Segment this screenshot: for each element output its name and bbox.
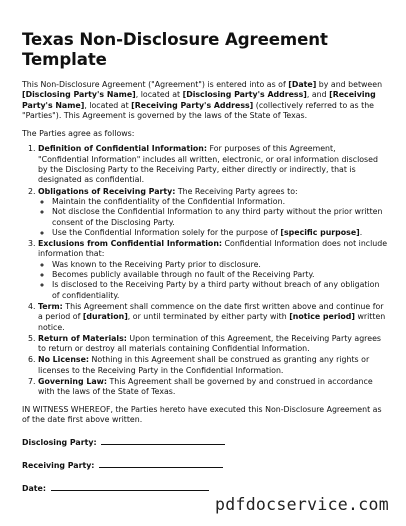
section-exclusions bbox=[38, 239, 388, 301]
receiving-address-placeholder: [Receiving Party's Address] bbox=[131, 100, 254, 110]
list-item: ◦ Becomes publicly available through no fault of the Receiving Party. bbox=[52, 270, 388, 280]
document-page bbox=[22, 30, 388, 494]
list-item bbox=[52, 228, 388, 238]
disclosing-address-placeholder: [Disclosing Party's Address] bbox=[182, 90, 307, 100]
list-item: ◦ Was known to the Receiving Party prior to disclosure. bbox=[52, 260, 388, 270]
agree-statement: The Parties agree as follows: bbox=[22, 129, 135, 139]
section-return bbox=[38, 334, 388, 355]
signature-line[interactable] bbox=[101, 437, 225, 445]
section-text: For purposes of this Agreement, "Confidential Information" includes all written, electronic, or oral information disclosed by the Disclosing Party to the Receiving Party, either directly or indirectly, that is designated as confidential. bbox=[38, 144, 378, 185]
section-title: Governing Law: bbox=[38, 377, 108, 387]
section-definition bbox=[38, 144, 388, 185]
purpose-placeholder: [specific purpose] bbox=[280, 227, 360, 237]
obligations-list bbox=[38, 197, 388, 238]
section-title: Obligations of Receiving Party: bbox=[38, 186, 176, 196]
section-text: This Agreement shall be governed by and construed in accordance with the laws of the State of Texas. bbox=[38, 377, 373, 397]
section-title: No License: bbox=[38, 355, 90, 365]
list-item-text: Use the Confidential Information solely for the purpose of bbox=[52, 227, 281, 237]
signature-label: Receiving Party: bbox=[22, 461, 95, 471]
section-text: This Agreement shall commence on the date first written above and continue for a period of bbox=[38, 301, 384, 322]
intro-text: (collectively referred to as the "Parties"). This Agreement is governed by the laws of the State of Texas. bbox=[22, 100, 374, 120]
section-text: Confidential Information does not include information that: bbox=[38, 239, 388, 259]
title-line-2: Template bbox=[22, 49, 107, 69]
receiving-name-placeholder: [Receiving Party's Name] bbox=[22, 90, 376, 110]
date-placeholder: [Date] bbox=[288, 80, 317, 89]
signature-date bbox=[22, 483, 388, 494]
signature-label: Disclosing Party: bbox=[22, 438, 97, 448]
section-license bbox=[38, 355, 388, 376]
intro-text: This Non-Disclosure Agreement ("Agreement") is entered into as of bbox=[22, 80, 289, 89]
intro-text: , located at bbox=[135, 90, 183, 100]
section-obligations bbox=[38, 187, 388, 238]
section-text: written notice. bbox=[38, 312, 386, 332]
document-title bbox=[22, 30, 388, 69]
section-title: Definition of Confidential Information: bbox=[38, 144, 207, 154]
disclosing-name-placeholder: [Disclosing Party's Name] bbox=[22, 90, 136, 100]
section-governing-law bbox=[38, 377, 388, 398]
section-text: Nothing in this Agreement shall be construed as granting any rights or licenses to the Receiving Party in the Confidential Information. bbox=[38, 355, 370, 375]
section-title: Return of Materials: bbox=[38, 333, 127, 343]
witness-paragraph: IN WITNESS WHEREOF, the Parties hereto have executed this Non-Disclosure Agreement as of the date first above written. bbox=[22, 404, 382, 424]
date-line[interactable] bbox=[51, 483, 209, 491]
exclusions-list bbox=[38, 260, 388, 301]
intro-paragraph bbox=[22, 80, 388, 121]
duration-placeholder: [duration] bbox=[82, 312, 128, 322]
intro-text: by and between bbox=[316, 80, 383, 89]
signature-disclosing bbox=[22, 437, 388, 448]
footer-watermark: pdfdocservice.com bbox=[215, 495, 389, 514]
intro-text: , and bbox=[306, 90, 330, 100]
section-text: , or until terminated by either party with bbox=[127, 312, 290, 322]
signature-receiving bbox=[22, 460, 388, 471]
list-item: ◦ Maintain the confidentiality of the Confidential Information. bbox=[52, 197, 388, 207]
section-text: Upon termination of this Agreement, the Receiving Party agrees to return or destroy all materials containing Confidential Information. bbox=[38, 333, 381, 354]
section-term bbox=[38, 302, 388, 333]
signature-label: Date: bbox=[22, 484, 47, 494]
notice-placeholder: [notice period] bbox=[289, 312, 355, 322]
section-text: The Receiving Party agrees to: bbox=[175, 186, 298, 196]
sections-list bbox=[22, 144, 388, 397]
list-item: ◦ Is disclosed to the Receiving Party by a third party without breach of any obligation of confidentiality. bbox=[52, 280, 388, 301]
intro-text: , located at bbox=[84, 100, 132, 110]
signature-line[interactable] bbox=[99, 460, 223, 468]
list-item: ◦ Not disclose the Confidential Information to any third party without the prior written consent of the Disclosing Party. bbox=[52, 207, 388, 228]
section-title: Exclusions from Confidential Information: bbox=[38, 239, 223, 249]
list-item-text: . bbox=[359, 227, 363, 237]
title-line-1: Texas Non-Disclosure Agreement bbox=[22, 30, 328, 49]
section-title: Term: bbox=[38, 301, 63, 311]
